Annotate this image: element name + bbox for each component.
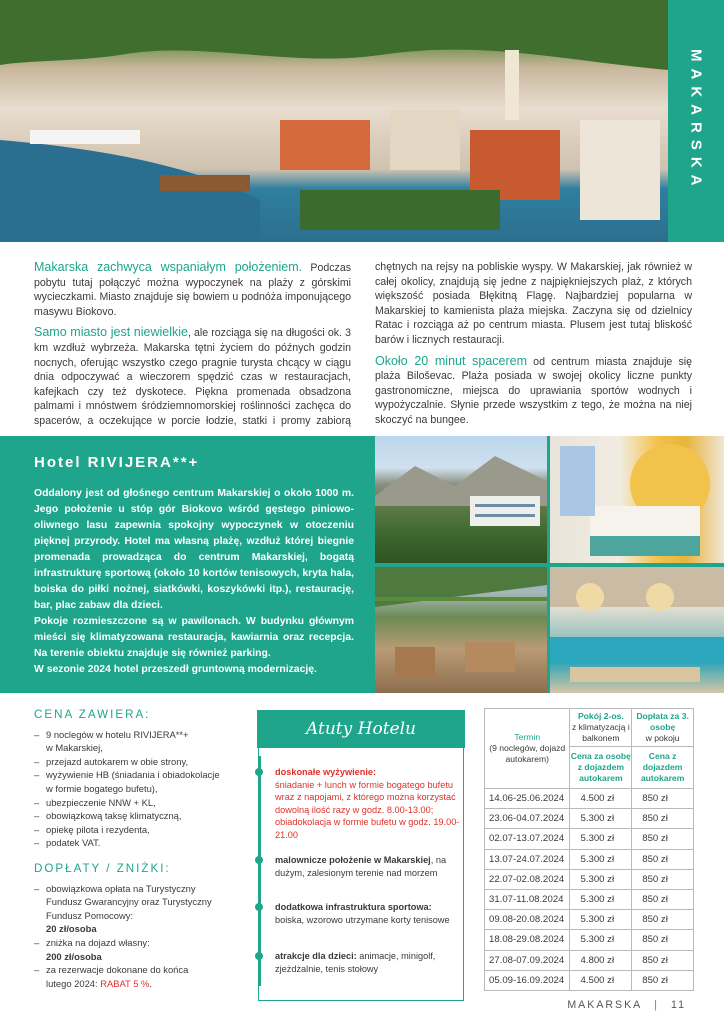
row-supplement: 850 zł (632, 910, 694, 930)
list-item: – ubezpieczenie NNW + KL, (34, 796, 249, 810)
row-supplement: 850 zł (632, 809, 694, 829)
row-price: 4.800 zł (570, 950, 632, 970)
intro-text-span: od centrum miasta znajduje się plaża Biloševac. Plaża posiada w swojej okolicy liczne punkty gastronomiczne, miejsca do uprawiania sportów wodnych i wypożyczalnie. Słynie przede wszystkim z tego, że można na niej skoczyć na bungee. (375, 355, 692, 426)
side-tab-label: MAKARSKA (687, 49, 705, 193)
text: lutego 2024: (46, 977, 101, 989)
hotel-body-p1: Oddalony jest od głośnego centrum Makarskiej o około 1000 m. Jego położenie u stóp gór Biokovo wśród gęstego piniowo-oliwnego lasu zapewnia spokojny wypoczynek w otoczeniu pięknej przyrody. Hotel ma własną plażę, wzdłuż której biegnie promenada prowadząca do centrum Makarskiej, bogatą infrastrukturę sportową (około 10 kortów tenisowych, kryta hala, boiska do piłki nożnej, siatkówki, koszykówki itp.), restaurację, bar, plac zabaw dla dzieci. (34, 488, 354, 611)
feature-text: boiska, wzorowo utrzymane korty tenisowe (275, 914, 450, 925)
atuty-box (258, 711, 464, 1001)
row-supplement: 850 zł (632, 869, 694, 889)
row-date: 31.07-11.08.2024 (485, 889, 570, 909)
intro-highlight: Około 20 minut spacerem (375, 353, 528, 368)
col1-head: Pokój 2-os. (577, 711, 624, 721)
feature-title: dodatkowa infrastruktura sportowa: (275, 902, 432, 912)
list-item: – wyżywienie HB (śniadania i obiadokolacje (34, 768, 249, 782)
left-column (34, 708, 249, 990)
feature-4 (275, 950, 460, 975)
row-price: 5.300 zł (570, 849, 632, 869)
list-item: Fundusz Gwarancyjny oraz Turystyczny (46, 896, 212, 908)
table-row (485, 869, 694, 889)
intro-paragraph-1 (34, 260, 351, 319)
intro-highlight: Makarska zachwyca wspaniałym położeniem. (34, 260, 303, 274)
col2-header (632, 709, 694, 747)
doplaty-list (34, 882, 249, 991)
row-price: 5.300 zł (570, 910, 632, 930)
hotel-title: Hotel RIVIJERA**+ (34, 454, 200, 471)
row-date: 27.08-07.09.2024 (485, 950, 570, 970)
term-label: Termin (514, 732, 541, 742)
row-date: 13.07-24.07.2024 (485, 849, 570, 869)
list-item: Fundusz Pomocowy: (46, 909, 134, 921)
feature-title: doskonałe wyżywienie: (275, 767, 377, 777)
table-row (485, 950, 694, 970)
footer-divider: | (654, 999, 659, 1011)
row-supplement: 850 zł (632, 849, 694, 869)
row-date: 05.09-16.09.2024 (485, 970, 570, 990)
hotel-description (34, 454, 354, 678)
list-item: – obowiązkową taksę klimatyczną, (34, 809, 249, 823)
table-row (485, 849, 694, 869)
row-supplement: 850 zł (632, 829, 694, 849)
bullet-dot-icon (255, 903, 263, 911)
feature-1 (275, 766, 460, 842)
intro-text-span: Podczas pobytu tutaj połączyć można wypoczynek na plaży z górskimi wycieczkami. Miasto znajduje się bowiem u podnóża imponującego masywu Biokovo. (34, 262, 352, 318)
col2-head: Dopłata za 3. osobę (636, 711, 689, 732)
intro-text (34, 260, 692, 430)
list-item: – przejazd autokarem w obie strony, (34, 755, 249, 769)
hotel-photo-restaurant (550, 567, 724, 693)
hero-photo-makarska (0, 0, 668, 242)
table-row (485, 930, 694, 950)
table-row (485, 910, 694, 930)
list-item: w Makarskiej, (46, 742, 103, 754)
page-number: 11 (671, 999, 686, 1011)
col1-header (570, 709, 632, 747)
row-date: 02.07-13.07.2024 (485, 829, 570, 849)
hotel-body (34, 486, 354, 678)
row-supplement: 850 zł (632, 889, 694, 909)
bullet-dot-icon (255, 952, 263, 960)
feature-2 (275, 854, 460, 879)
row-supplement: 850 zł (632, 930, 694, 950)
col2-sub: w pokoju (645, 733, 680, 743)
row-price: 4.500 zł (570, 970, 632, 990)
bullet-dot-icon (255, 856, 263, 864)
side-tab (668, 0, 724, 242)
row-date: 09.08-20.08.2024 (485, 910, 570, 930)
list-item: w formie bogatego bufetu), (46, 782, 158, 794)
intro-highlight: Samo miasto jest niewielkie (34, 325, 188, 340)
feature-text: animacje, minigolf, zjeżdżalnie, tenis stołowy (275, 951, 436, 974)
col1-price-head: Cena za osobę z dojazdem autokarem (570, 747, 632, 789)
table-row (485, 789, 694, 809)
list-item (34, 977, 249, 991)
table-row (485, 829, 694, 849)
table-row (485, 889, 694, 909)
intro-text-span: , ale rozciąga się na długości ok. 3 km wzdłuż wybrzeża. Makarska tętni życiem do późnych godzin nocnych, oferując wszystko czego pragnie turysta chcący w ciągu dnia odpoczywać a wieczorem spędzić czas w restauracjach, kafejkach czy też dyskotece. Piękna promenada obsadzona palmami i mnóstwem śródziemnomorskiej roślinności zachęca do spacerów, a oczekujące w porcie łodzie, statki i promy zabiorą chętnych na rejsy na pobliskie wyspy. W Makarskiej, jak również w całej okolicy, znajdują się jedne z najpiękniejszych plaż, z których większość posiada Błękitną Flagę. Najbardziej popularna w Makarskiej to kamienista plaża miejska. Zaczyna się od dzielnicy Ratac i rozciąga aż po centrum miasta. Plusem jest tutaj bliskość barów i licznych restauracji. (34, 261, 692, 427)
price-table (484, 708, 694, 991)
hotel-body-p2: Pokoje rozmieszczone są w pawilonach. W budynku głównym mieści się klimatyzowana restauracja, kawiarnia oraz recepcja. Na terenie obiektu znajduje się również parking. (34, 616, 354, 659)
table-row (485, 970, 694, 990)
row-price: 5.300 zł (570, 930, 632, 950)
list-item: – podatek VAT. (34, 836, 249, 850)
cena-list (34, 728, 249, 850)
row-price: 4.500 zł (570, 789, 632, 809)
page-footer (567, 999, 686, 1011)
list-item: 200 zł/osoba (46, 950, 102, 962)
hotel-body-p3: W sezonie 2024 hotel przeszedł gruntowną modernizację. (34, 664, 317, 675)
list-item: – opiekę pilota i rezydenta, (34, 823, 249, 837)
hotel-photo-room (550, 436, 724, 563)
row-price: 5.300 zł (570, 829, 632, 849)
feature-3 (275, 901, 460, 926)
feature-title: atrakcje dla dzieci: (275, 951, 357, 961)
text: . (149, 977, 152, 989)
col2-price-head: Cena z dojazdem autokarem (632, 747, 694, 789)
row-supplement: 850 zł (632, 789, 694, 809)
hotel-photo-exterior (375, 436, 547, 563)
col1-sub: z klimatyzacją i balkonem (571, 722, 630, 743)
list-item: – zniżka na dojazd własny: (34, 936, 249, 950)
row-price: 5.300 zł (570, 889, 632, 909)
hotel-photo-terrace (375, 567, 547, 693)
list-item: – za rezerwacje dokonane do końca (34, 963, 249, 977)
cena-title: CENA ZAWIERA: (34, 708, 151, 721)
list-item: 20 zł/osoba (46, 923, 97, 935)
bullet-dot-icon (255, 768, 263, 776)
row-price: 5.300 zł (570, 809, 632, 829)
row-price: 5.300 zł (570, 869, 632, 889)
feature-text: śniadanie + lunch w formie bogatego bufetu wraz z napojami, z którego można korzystać dowolną ilość razy w godz. 8.00-13.00; obiadokolacja w formie bufetu w godz. 19.00-21.00 (275, 779, 460, 840)
footer-place: MAKARSKA (567, 999, 643, 1011)
row-supplement: 850 zł (632, 970, 694, 990)
row-date: 18.08-29.08.2024 (485, 930, 570, 950)
row-date: 22.07-02.08.2024 (485, 869, 570, 889)
row-date: 23.06-04.07.2024 (485, 809, 570, 829)
term-header (485, 709, 570, 789)
doplaty-title: DOPŁATY / ZNIŻKI: (34, 861, 171, 875)
feature-title: malownicze położenie w Makarskiej (275, 855, 431, 865)
atuty-title: Atuty Hotelu (257, 710, 465, 748)
row-date: 14.06-25.06.2024 (485, 789, 570, 809)
list-item: – obowiązkowa opłata na Turystyczny (34, 882, 249, 896)
feature-text: , na dużym, zalesionym terenie nad morzem (275, 855, 447, 878)
list-item: – 9 noclegów w hotelu RIVIJERA**+ (34, 728, 249, 742)
table-row (485, 809, 694, 829)
term-sub: (9 noclegów, dojazd autokarem) (489, 743, 566, 764)
row-supplement: 850 zł (632, 950, 694, 970)
rabat-text: RABAT 5 % (100, 977, 150, 989)
intro-paragraph-3 (375, 354, 692, 428)
